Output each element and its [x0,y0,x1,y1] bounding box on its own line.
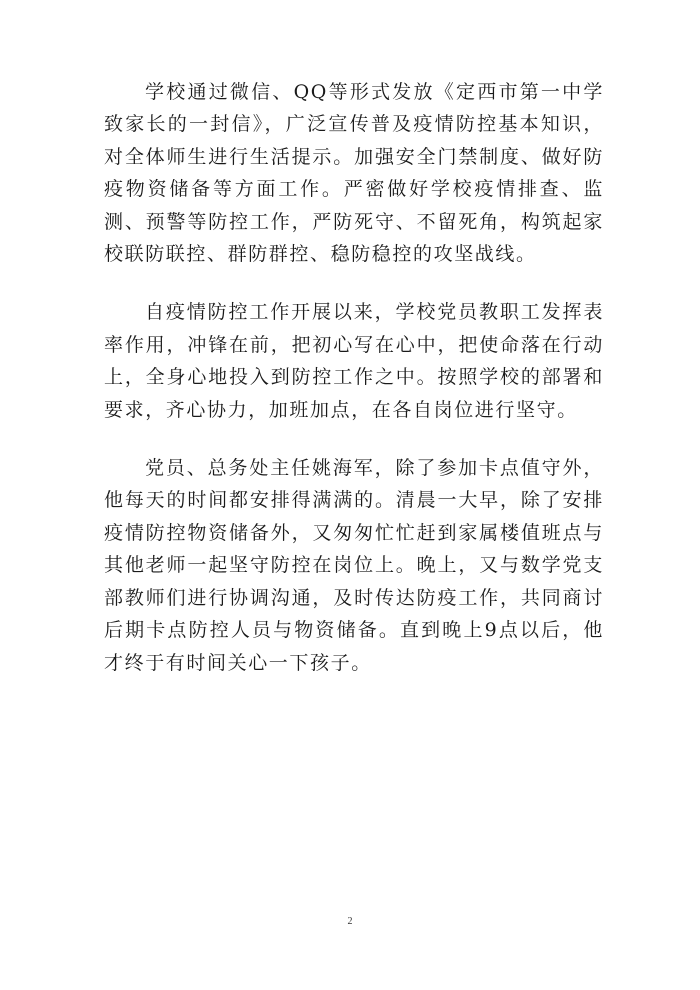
document-body [104,76,604,679]
paragraph: 学校通过微信、QQ等形式发放《定西市第一中学致家长的一封信》，广泛宣传普及疫情防控基本知识，对全体师生进行生活提示。加强安全门禁制度、做好防疫物资储备等方面工作。严密做好学校疫情排查、监测、预警等防控工作，严防死守、不留死角，构筑起家校联防联控、群防群控、稳防稳控的攻坚战线。 [104,81,604,266]
page-number: 2 [347,916,353,927]
paragraph: 党员、总务处主任姚海军，除了参加卡点值守外，他每天的时间都安排得满满的。清晨一大早，除了安排疫情防控物资储备外，又匆匆忙忙赶到家属楼值班点与其他老师一起坚守防控在岗位上。晚上，又与数学党支部教师们进行协调沟通，及时传达防疫工作，共同商讨后期卡点防控人员与物资储备。直到晚上9点以后，他才终于有时间关心一下孩子。 [104,457,604,674]
paragraph: 自疫情防控工作开展以来，学校党员教职工发挥表率作用，冲锋在前，把初心写在心中，把使命落在行动上，全身心地投入到防控工作之中。按照学校的部署和要求，齐心协力，加班加点，在各自岗位进行坚守。 [104,301,604,421]
